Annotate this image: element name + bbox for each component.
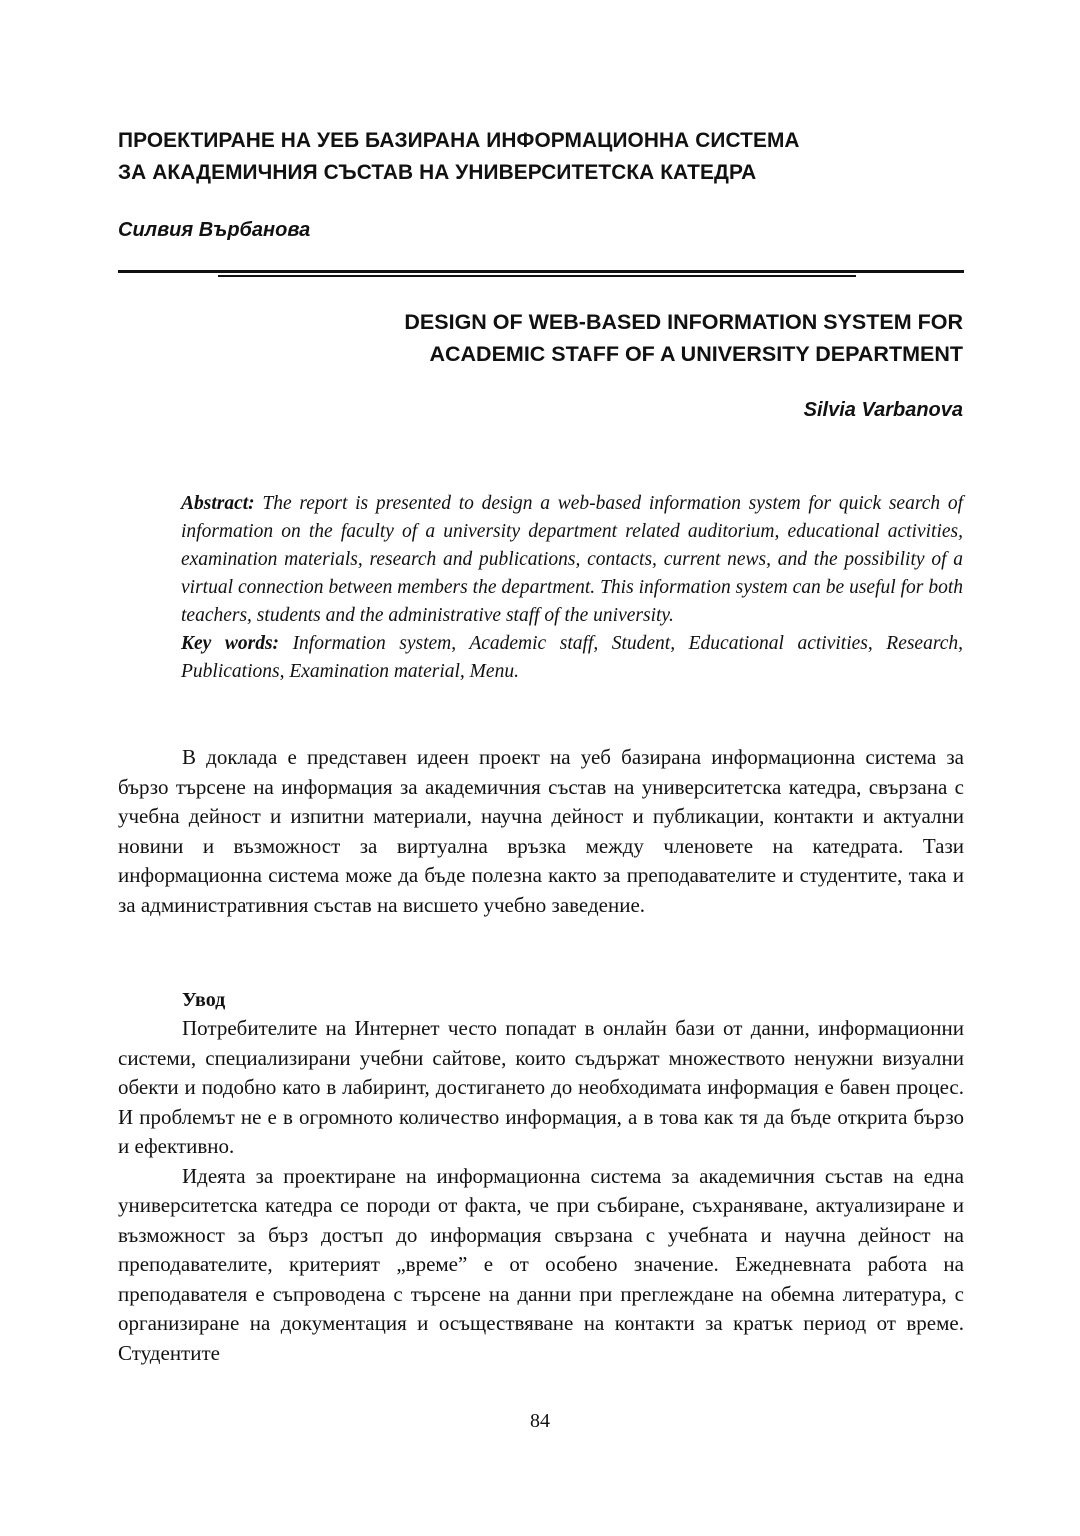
- abstract: [181, 490, 963, 686]
- summary-paragraph: В доклада е представен идеен проект на уеб базирана информационна система за бързо търсене на информация за академичния състав на университетска катедра, свързана с учебна дейност и изпитни материали, научна дейност и публикации, контакти и актуални новини и възможност за виртуална връзка между членовете на катедрата. Тази информационна система може да бъде полезна както за преподавателите и студентите, така и за административния състав на висшето учебно заведение.: [118, 745, 964, 917]
- author-bulgarian: Силвия Върбанова: [118, 219, 311, 241]
- abstract-label: Abstract:: [181, 493, 255, 514]
- title-bg-line-1: ПРОЕКТИРАНЕ НА УЕБ БАЗИРАНА ИНФОРМАЦИОННА СИСТЕМА: [118, 128, 800, 152]
- intro-paragraph-2: Идеята за проектиране на информационна система за академичния състав на една университетска катедра се породи от факта, че при събиране, съхраняване, актуализиране и възможност за бърз достъп до информация свързана с учебната и научна дейност на преподавателите, критерият „време” е от особено значение. Ежедневната работа на преподавателя е съпроводена с търсене на данни при преглеждане на обемна литература, с организиране на документация и осъществяване на контакти за кратък период от време. Студентите: [118, 1163, 964, 1365]
- title-bg-line-2: ЗА АКАДЕМИЧНИЯ СЪСТАВ НА УНИВЕРСИТЕТСКА КАТЕДРА: [118, 160, 757, 184]
- keywords-text: Information system, Academic staff, Student, Educational activities, Research, Publications, Examination material, Menu.: [181, 633, 963, 682]
- title-bulgarian: [118, 124, 943, 188]
- keywords-paragraph: [181, 630, 963, 686]
- keywords-label: Key words:: [181, 633, 280, 654]
- title-english: [163, 306, 963, 370]
- intro-paragraph-1: Потребителите на Интернет често попадат в онлайн бази от данни, информационни системи, специализирани учебни сайтове, които съдържат множеството ненужни визуални обекти и подобно като в лабиринт, достигането до необходимата информация е бавен процес. И проблемът не е в огромното количество информация, а в това как тя да бъде открита бързо и ефективно.: [118, 1016, 964, 1158]
- abstract-paragraph: [181, 490, 963, 630]
- title-en-line-1: DESIGN OF WEB-BASED INFORMATION SYSTEM FOR: [404, 310, 963, 334]
- intro-section: [118, 1014, 964, 1368]
- abstract-text: The report is presented to design a web-based information system for quick search of information on the faculty of a university department related auditorium, educational activities, examination materials, research and publications, contacts, current news, and the possibility of a virtual connection between members the department. This information system can be useful for both teachers, students and the administrative staff of the university.: [181, 493, 963, 626]
- page-number: 84: [530, 1410, 550, 1432]
- author-english: Silvia Varbanova: [803, 399, 963, 421]
- title-en-line-2: ACADEMIC STAFF OF A UNIVERSITY DEPARTMENT: [429, 342, 963, 366]
- divider-thin: [218, 275, 856, 277]
- intro-heading: Увод: [182, 989, 226, 1011]
- summary-section: [118, 743, 964, 920]
- divider-thick: [118, 270, 964, 273]
